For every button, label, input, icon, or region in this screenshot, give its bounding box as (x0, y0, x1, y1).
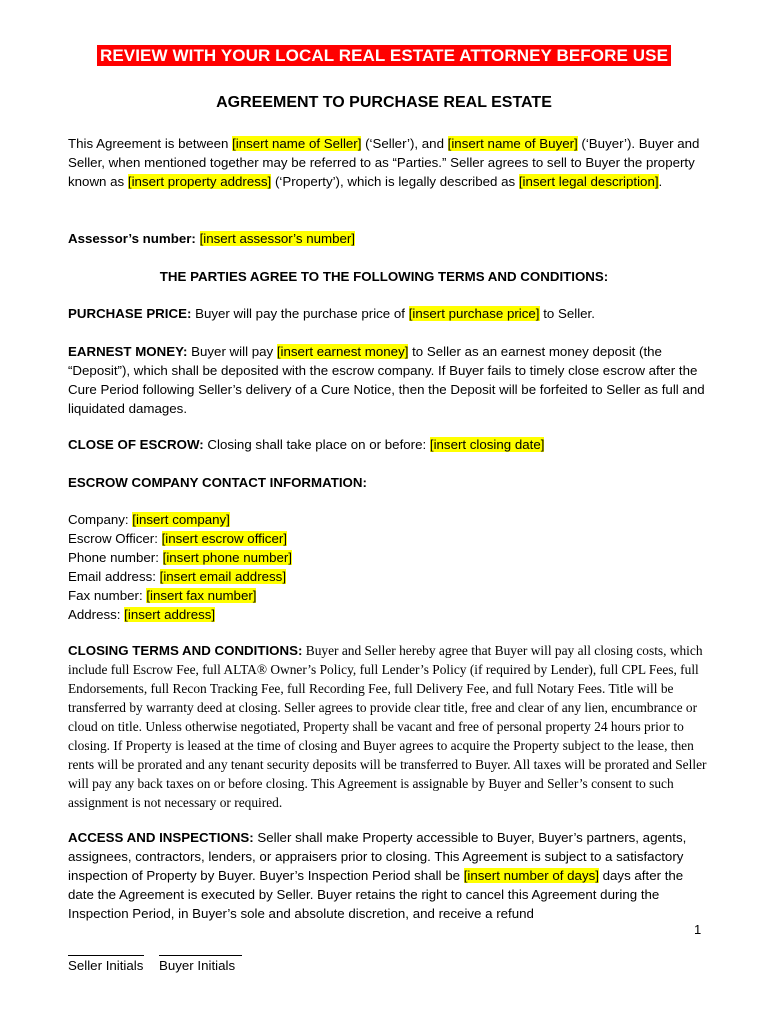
access-inspections-text: Seller shall make Property accessible to Buyer, Buyer’s partners, agents, assignees, contractors, lenders, or appraisers prior to closing. This Agreement is subject to a satisfactory inspection of Property by Buyer. Buyer’s Inspection Period shall be (68, 830, 687, 883)
earnest-money-text: Buyer will pay (187, 344, 277, 359)
purchase-price-placeholder: [insert purchase price] (408, 306, 540, 321)
intro-text: (‘Property’), which is legally described as (271, 174, 519, 189)
earnest-money-placeholder: [insert earnest money] (276, 344, 409, 359)
closing-terms-text: Buyer and Seller hereby agree that Buyer will pay all closing costs, which include full Escrow Fee, full ALTA® Owner’s Policy, full Lender’s Policy (if required by Lender), full CPL Fees, full Endorsements, full Recon Tracking Fee, full Recording Fee, full Delivery Fee, and full Notary Fees. Title will be transferred by warranty deed at closing. Seller agrees to provide clear title, free and clear of any lien, encumbrance or cloud on title. Unless otherwise negotiated, Property shall be vacant and free of personal property 24 hours prior to closing. If Property is leased at the time of closing and Buyer agrees to acquire the Property subject to the lease, then rents will be prorated and any tenant security deposits will be transferred to Buyer. All taxes will be prorated and Seller will pay any back taxes on or before closing. This Agreement is assignable by Buyer and Seller’s consent to such assignment is not necessary or required. (68, 643, 707, 810)
initials-labels (68, 958, 235, 973)
email-placeholder: [insert email address] (159, 569, 287, 584)
contact-phone (68, 548, 708, 567)
address-placeholder: [insert address] (124, 607, 216, 622)
attorney-warning-text: REVIEW WITH YOUR LOCAL REAL ESTATE ATTORNEY BEFORE USE (97, 45, 671, 66)
document-title: AGREEMENT TO PURCHASE REAL ESTATE (216, 94, 552, 111)
inspection-days-placeholder: [insert number of days] (463, 868, 599, 883)
escrow-contact-list (68, 510, 708, 624)
contact-label: Fax number: (68, 588, 147, 603)
contact-label: Company: (68, 512, 133, 527)
phone-placeholder: [insert phone number] (162, 550, 292, 565)
earnest-money-label: EARNEST MONEY: (68, 344, 188, 359)
escrow-contact-heading: ESCROW COMPANY CONTACT INFORMATION: (68, 475, 367, 490)
intro-text: . (658, 174, 663, 189)
escrow-officer-placeholder: [insert escrow officer] (161, 531, 287, 546)
closing-terms-paragraph (68, 641, 708, 812)
purchase-price-text: Buyer will pay the purchase price of (191, 306, 409, 321)
seller-initials-line (68, 955, 144, 956)
seller-name-placeholder: [insert name of Seller] (232, 136, 362, 151)
contact-label: Address: (68, 607, 125, 622)
contact-label: Escrow Officer: (68, 531, 162, 546)
purchase-price-paragraph (68, 304, 708, 323)
closing-terms-label: CLOSING TERMS AND CONDITIONS: (68, 643, 303, 658)
intro-paragraph (68, 134, 708, 191)
attorney-warning-banner (0, 46, 768, 66)
close-of-escrow-label: CLOSE OF ESCROW: (68, 437, 204, 452)
assessor-number-placeholder: [insert assessor’s number] (199, 231, 356, 246)
close-of-escrow-paragraph (68, 435, 708, 454)
buyer-initials-line (159, 955, 242, 956)
property-address-placeholder: [insert property address] (127, 174, 272, 189)
buyer-initials-label: Buyer Initials (159, 958, 236, 973)
access-inspections-paragraph (68, 828, 708, 923)
buyer-name-placeholder: [insert name of Buyer] (447, 136, 578, 151)
contact-label: Phone number: (68, 550, 163, 565)
closing-date-placeholder: [insert closing date] (429, 437, 545, 452)
purchase-price-label: PURCHASE PRICE: (68, 306, 192, 321)
earnest-money-paragraph (68, 342, 708, 418)
contact-fax (68, 586, 708, 605)
contact-company (68, 510, 708, 529)
assessor-line (68, 229, 708, 248)
contact-escrow-officer (68, 529, 708, 548)
intro-text: This Agreement is between (68, 136, 233, 151)
purchase-price-text: to Seller. (539, 306, 595, 321)
company-placeholder: [insert company] (132, 512, 230, 527)
contact-email (68, 567, 708, 586)
page-number: 1 (694, 922, 702, 937)
intro-text: (‘Buyer’). Buyer and Seller, when mentioned together may be referred to as “Parties.” Seller agrees to sell to Buyer the property known as (68, 136, 700, 189)
intro-text: (‘Seller’), and (361, 136, 448, 151)
close-of-escrow-text: Closing shall take place on or before: (203, 437, 430, 452)
contact-label: Email address: (68, 569, 160, 584)
assessor-label: Assessor’s number: (68, 231, 196, 246)
terms-heading: THE PARTIES AGREE TO THE FOLLOWING TERMS AND CONDITIONS: (159, 269, 609, 284)
fax-placeholder: [insert fax number] (146, 588, 257, 603)
contact-address (68, 605, 708, 624)
access-inspections-label: ACCESS AND INSPECTIONS: (68, 830, 254, 845)
access-inspections-text: days after the date the Agreement is executed by Seller. Buyer retains the right to cancel this Agreement during the Inspection Period, in Buyer’s sole and absolute discretion, and receive a refund (68, 868, 684, 921)
seller-initials-label: Seller Initials (68, 958, 144, 973)
earnest-money-text: to Seller as an earnest money deposit (the “Deposit”), which shall be deposited with the escrow company. If Buyer fails to timely close escrow after the Cure Period following Seller’s delivery of a Cure Notice, then the Deposit will be forfeited to Seller as full and liquidated damages. (68, 344, 705, 416)
legal-description-placeholder: [insert legal description] (518, 174, 659, 189)
